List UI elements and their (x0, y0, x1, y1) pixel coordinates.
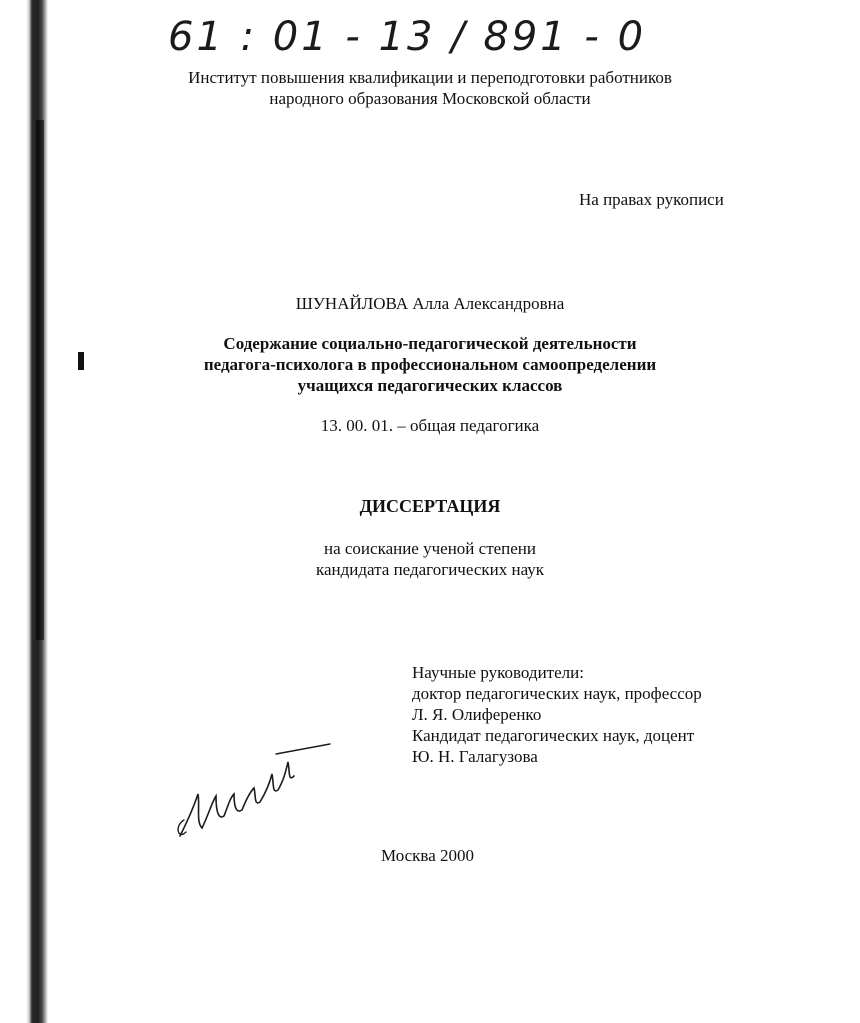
handwritten-catalog-code (168, 6, 647, 66)
supervisors-block (412, 662, 702, 767)
supervisor-1-name: Л. Я. Олиференко (412, 705, 542, 724)
document-type-heading: ДИССЕРТАЦИЯ (359, 496, 501, 516)
supervisor-2-name: Ю. Н. Галагузова (412, 747, 538, 766)
dissertation-title-line-3: учащихся педагогических классов (297, 376, 563, 395)
handwritten-signature (172, 736, 342, 846)
supervisors-heading: Научные руководители: (412, 663, 584, 682)
degree-line-2: кандидата педагогических наук (315, 560, 545, 579)
specialty-code: 13. 00. 01. – общая педагогика (320, 416, 540, 435)
manuscript-rights-note: На правах рукописи (579, 190, 724, 209)
supervisor-2-title: Кандидат педагогических наук, доцент (412, 726, 695, 745)
author-name: ШУНАЙЛОВА Алла Александровна (295, 294, 565, 313)
city-and-year: Москва 2000 (381, 846, 475, 865)
dissertation-title-line-2: педагога-психолога в профессиональном самоопределении (203, 355, 657, 374)
supervisor-1-title: доктор педагогических наук, профессор (412, 684, 702, 703)
degree-line-1: на соискание ученой степени (323, 539, 537, 558)
handwritten-code-text: 61 : 01 - 13 / 891 - 0 (168, 14, 647, 60)
institute-name-line-2: народного образования Московской области (269, 89, 591, 108)
institute-name-line-1: Институт повышения квалификации и переподготовки работников (188, 68, 672, 87)
dissertation-title-line-1: Содержание социально-педагогической деятельности (223, 334, 637, 353)
